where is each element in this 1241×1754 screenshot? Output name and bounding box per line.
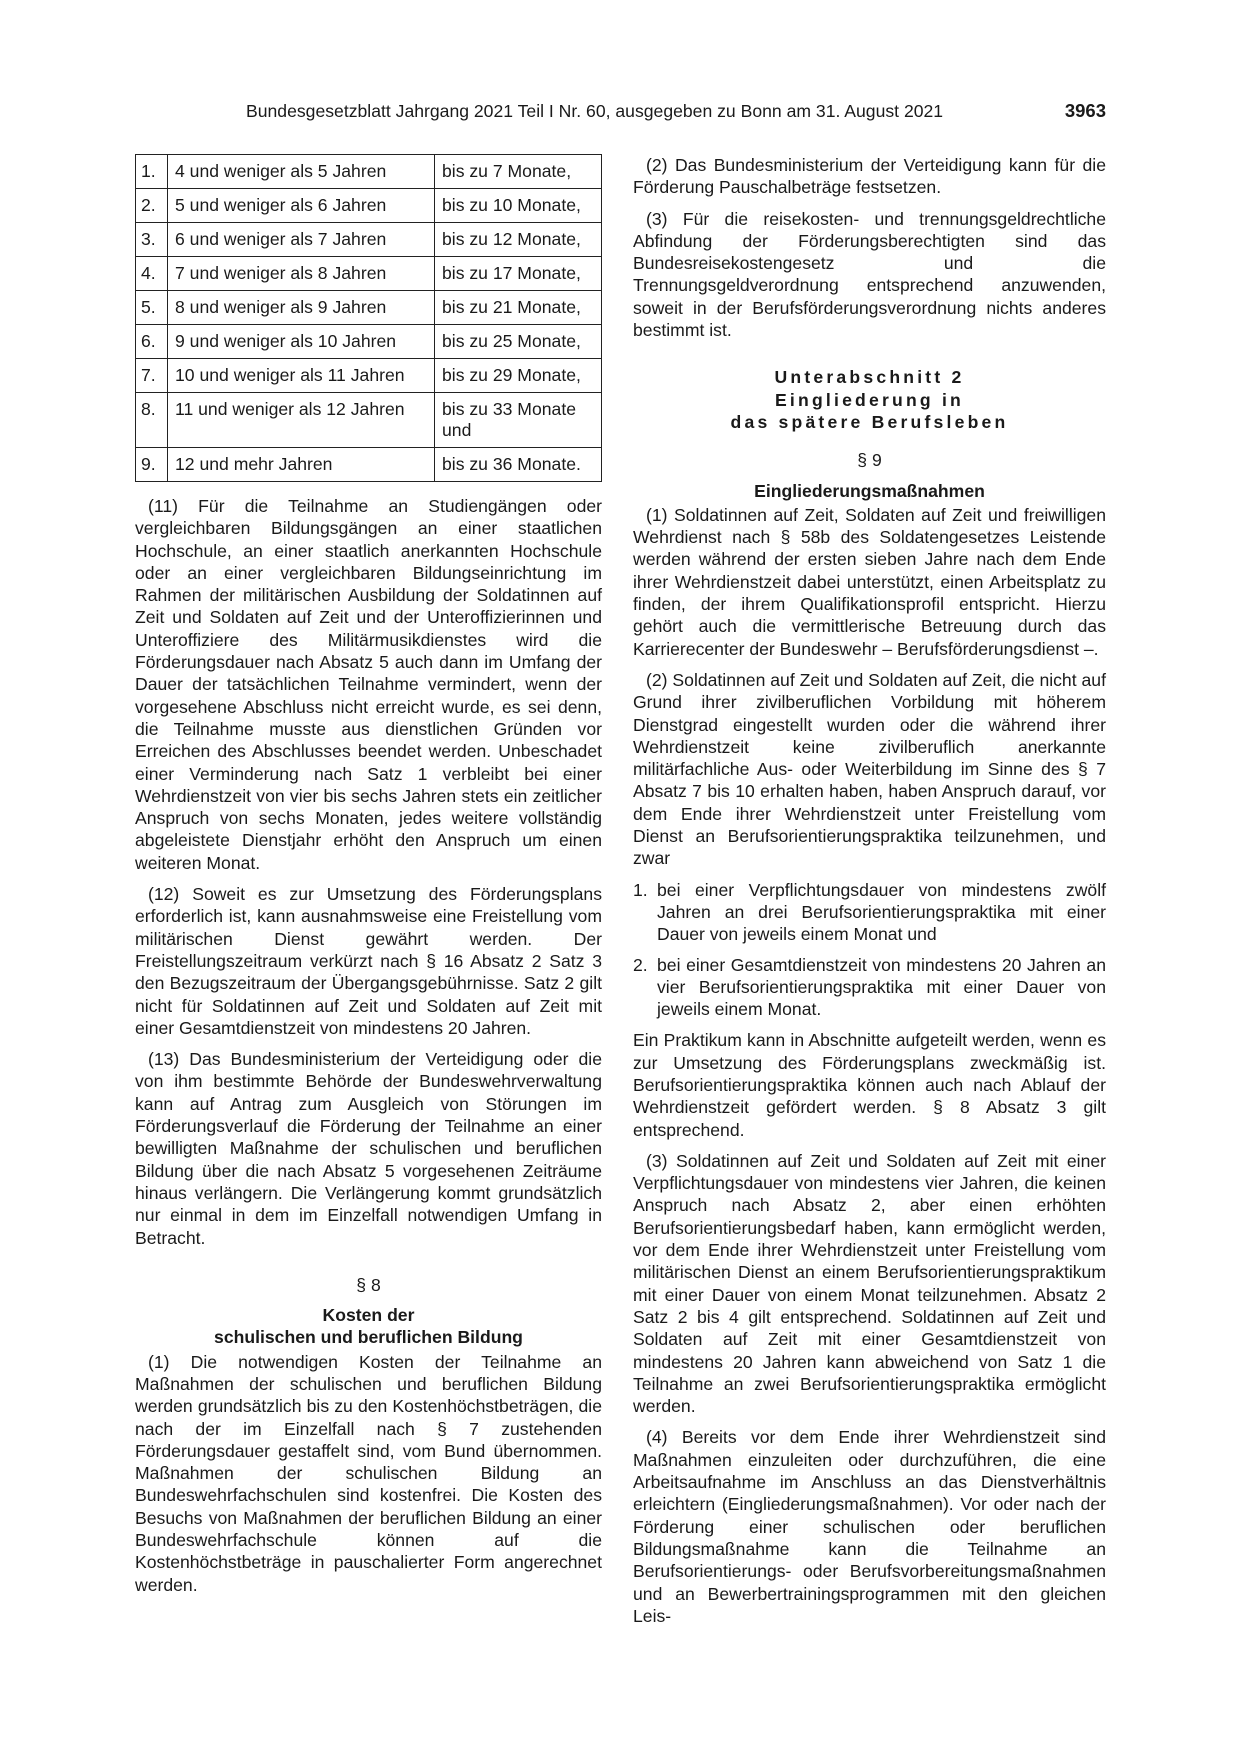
list-item-number: 2. bbox=[633, 954, 648, 975]
table-row bbox=[136, 189, 602, 223]
page-number: 3963 bbox=[1064, 100, 1106, 121]
row-duration: 5 und weniger als 6 Jahren bbox=[168, 189, 435, 223]
row-duration: 6 und weniger als 7 Jahren bbox=[168, 223, 435, 257]
row-number: 4. bbox=[136, 257, 168, 291]
section-9-paragraph-2: (2) Soldatinnen auf Zeit und Soldaten auf Zeit, die nicht auf Grund ihrer zivilberuflichen Vorbildung mit höherem Dienstgrad eingestellt wurden oder die während ihrer Wehrdienstzeit keine zivilberuflich anerkannte militärfachliche Aus- oder Weiterbildung im Sinne des § 7 Absatz 7 bis 10 erhalten haben, haben Anspruch darauf, vor dem Ende ihrer Wehrdienstzeit unter Freistellung vom Dienst an Berufsorientierungspraktika teilzunehmen, und zwar bbox=[633, 669, 1106, 869]
row-limit: bis zu 29 Monate, bbox=[435, 359, 602, 393]
table-row bbox=[136, 325, 602, 359]
row-number: 5. bbox=[136, 291, 168, 325]
section-9-paragraph-3: (3) Soldatinnen auf Zeit und Soldaten auf Zeit mit einer Verpflichtungsdauer von mindestens vier Jahren, die keinen Anspruch nach Absatz 2, aber einen erhöhten Berufsorientierungsbedarf haben, kann ermöglicht werden, vor dem Ende ihrer Wehrdienstzeit unter Freistellung vom militärischen Dienst an einem Berufsorientierungspraktikum mit einer Dauer von einem Monat teilzunehmen. Absatz 2 Satz 2 bis 4 gilt entsprechend. Soldatinnen auf Zeit und Soldaten auf Zeit mit einer Gesamtdienstzeit von mindestens 20 Jahren kann abweichend von Satz 1 die Teilnahme an zwei Berufsorientierungspraktika ermöglicht werden. bbox=[633, 1150, 1106, 1417]
row-number: 6. bbox=[136, 325, 168, 359]
table-row bbox=[136, 448, 602, 482]
table-row bbox=[136, 359, 602, 393]
row-duration: 11 und weniger als 12 Jahren bbox=[168, 393, 435, 448]
table-row bbox=[136, 155, 602, 189]
row-duration: 12 und mehr Jahren bbox=[168, 448, 435, 482]
list-item-text: bei einer Gesamtdienstzeit von mindestens 20 Jahren an vier Berufsorientierungspraktika mit einer Dauer von jeweils einem Monat. bbox=[657, 954, 1106, 1020]
list-item bbox=[633, 954, 1106, 1021]
right-column bbox=[633, 154, 1106, 1636]
row-limit: bis zu 17 Monate, bbox=[435, 257, 602, 291]
row-number: 8. bbox=[136, 393, 168, 448]
subsection-title-line-1: Unterabschnitt 2 bbox=[774, 367, 965, 388]
list-item-text: bei einer Verpflichtungsdauer von mindestens zwölf Jahren an drei Berufsorientierungspraktika mit einer Dauer von jeweils einem Monat und bbox=[657, 879, 1106, 945]
duration-table bbox=[135, 154, 602, 482]
paragraph-13: (13) Das Bundesministerium der Verteidigung oder die von ihm bestimmte Behörde der Bundeswehrverwaltung kann auf Antrag zum Ausgleich von Störungen im Förderungsverlauf die Förderung der Teilnahme an einer bewilligten Maßnahme der schulischen und beruflichen Bildung über die nach Absatz 5 vorgesehenen Zeiträume hinaus verlängern. Die Verlängerung kommt grundsätzlich nur einmal in dem im Einzelfall notwendigen Umfang in Betracht. bbox=[135, 1049, 602, 1248]
section-9-title: Eingliederungsmaßnahmen bbox=[754, 480, 985, 501]
row-limit: bis zu 10 Monate, bbox=[435, 189, 602, 223]
row-number: 2. bbox=[136, 189, 168, 223]
paragraph-2: (2) Das Bundesministerium der Verteidigung kann für die Förderung Pauschalbeträge festsetzen. bbox=[633, 155, 1106, 198]
gazette-title: Bundesgesetzblatt Jahrgang 2021 Teil I Nr. 60, ausgegeben zu Bonn am 31. August 2021 bbox=[246, 101, 944, 121]
section-8-title-line-2: schulischen und beruflichen Bildung bbox=[214, 1327, 523, 1348]
row-limit: bis zu 33 Monate und bbox=[435, 393, 602, 448]
row-duration: 7 und weniger als 8 Jahren bbox=[168, 257, 435, 291]
section-9-paragraph-2-continued: Ein Praktikum kann in Abschnitte aufgeteilt werden, wenn es zur Umsetzung des Förderungsplans zweckmäßig ist. Berufsorientierungspraktika können auch nach Ablauf der Wehrdienstzeit gefördert werden. § 8 Absatz 3 gilt entsprechend. bbox=[633, 1030, 1106, 1140]
row-duration: 10 und weniger als 11 Jahren bbox=[168, 359, 435, 393]
subsection-title-line-3: das spätere Berufsleben bbox=[730, 411, 1009, 432]
list-item bbox=[633, 879, 1106, 946]
section-8-title-line-1: Kosten der bbox=[322, 1305, 415, 1326]
list-item-number: 1. bbox=[633, 879, 648, 900]
row-duration: 9 und weniger als 10 Jahren bbox=[168, 325, 435, 359]
section-8-number: § 8 bbox=[356, 1274, 381, 1295]
paragraph-11: (11) Für die Teilnahme an Studiengängen oder vergleichbaren Bildungsgängen an einer staatlichen Hochschule, an einer staatlich anerkannten Hochschule oder an einer vergleichbaren Bildungseinrichtung im Rahmen der militärischen Ausbildung der Soldatinnen auf Zeit und Soldaten auf Zeit und der Unteroffizierinnen und Unteroffiziere des Militärmusikdienstes wird die Förderungsdauer nach Absatz 5 auch dann im Umfang der Dauer der tatsächlichen Teilnahme vermindert, wenn der vorgesehene Abschluss nicht erreicht wurde, es sei denn, die Teilnahme musste aus dienstlichen Gründen vor Erreichen des Abschlusses beendet werden. Unbeschadet einer Verminderung nach Satz 1 verbleibt bei einer Wehrdienstzeit von vier bis sechs Jahren stets ein zeitlicher Anspruch von sechs Monaten, jedes weitere vollständig abgeleistete Dienstjahr erhöht den Anspruch um einen weiteren Monat. bbox=[135, 496, 602, 873]
table-row bbox=[136, 223, 602, 257]
subsection-title-line-2: Eingliederung in bbox=[774, 389, 965, 410]
table-row bbox=[136, 393, 602, 448]
table-row bbox=[136, 291, 602, 325]
row-limit: bis zu 36 Monate. bbox=[435, 448, 602, 482]
section-8-paragraph-1: (1) Die notwendigen Kosten der Teilnahme an Maßnahmen der schulischen und beruflichen Bildung werden grundsätzlich bis zu den Kostenhöchstbeträgen, die nach der im Einzelfall nach § 7 zustehenden Förderungsdauer gestaffelt sind, vom Bund übernommen. Maßnahmen der schulischen Bildung an Bundeswehrfachschulen sind kostenfrei. Die Kosten des Besuchs von Maßnahmen der beruflichen Bildung an einer Bundeswehrfachschule können auf die Kostenhöchstbeträge in pauschalierter Form angerechnet werden. bbox=[135, 1351, 602, 1595]
page-header bbox=[246, 101, 1106, 125]
paragraph-3: (3) Für die reisekosten- und trennungsgeldrechtliche Abfindung der Förderungsberechtigten sind das Bundesreisekostengesetz und die Trennungsgeldverordnung entsprechend anzuwenden, soweit in der Berufsförderungsverordnung nichts anderes bestimmt ist. bbox=[633, 208, 1106, 341]
section-9-paragraph-4: (4) Bereits vor dem Ende ihrer Wehrdienstzeit sind Maßnahmen einzuleiten oder durchzuführen, die eine Arbeitsaufnahme im Anschluss an das Dienstverhältnis erleichtern (Eingliederungsmaßnahmen). Vor oder nach der Förderung einer schulischen oder beruflichen Bildungsmaßnahme kann die Teilnahme an Berufsorientierungs- oder Berufsvorbereitungsmaßnahmen und an Bewerbertrainingsprogrammen mit den gleichen Leis- bbox=[633, 1427, 1106, 1626]
row-limit: bis zu 12 Monate, bbox=[435, 223, 602, 257]
row-number: 7. bbox=[136, 359, 168, 393]
table-row bbox=[136, 257, 602, 291]
row-number: 3. bbox=[136, 223, 168, 257]
row-number: 1. bbox=[136, 155, 168, 189]
row-limit: bis zu 21 Monate, bbox=[435, 291, 602, 325]
section-9-list bbox=[633, 879, 1106, 1021]
row-duration: 4 und weniger als 5 Jahren bbox=[168, 155, 435, 189]
paragraph-12: (12) Soweit es zur Umsetzung des Förderungsplans erforderlich ist, kann ausnahmsweise eine Freistellung vom militärischen Dienst gewährt werden. Der Freistellungszeitraum verkürzt nach § 16 Absatz 2 Satz 3 den Bezugszeitraum der Übergangsgebührnisse. Satz 2 gilt nicht für Soldatinnen auf Zeit und Soldaten auf Zeit mit einer Gesamtdienstzeit von mindestens 20 Jahren. bbox=[135, 884, 602, 1038]
left-column bbox=[135, 154, 602, 1605]
row-limit: bis zu 7 Monate, bbox=[435, 155, 602, 189]
row-number: 9. bbox=[136, 448, 168, 482]
section-9-paragraph-1: (1) Soldatinnen auf Zeit, Soldaten auf Zeit und freiwilligen Wehrdienst nach § 58b des Soldatengesetzes Leistende werden während der ersten sieben Jahre nach dem Ende ihrer Wehrdienstzeit dabei unterstützt, einen Arbeitsplatz zu finden, der ihrem Qualifikationsprofil entspricht. Hierzu gehört auch die vermittlerische Betreuung durch das Karrierecenter der Bundeswehr – Berufsförderungsdienst –. bbox=[633, 504, 1106, 659]
row-duration: 8 und weniger als 9 Jahren bbox=[168, 291, 435, 325]
row-limit: bis zu 25 Monate, bbox=[435, 325, 602, 359]
section-9-number: § 9 bbox=[857, 450, 882, 471]
